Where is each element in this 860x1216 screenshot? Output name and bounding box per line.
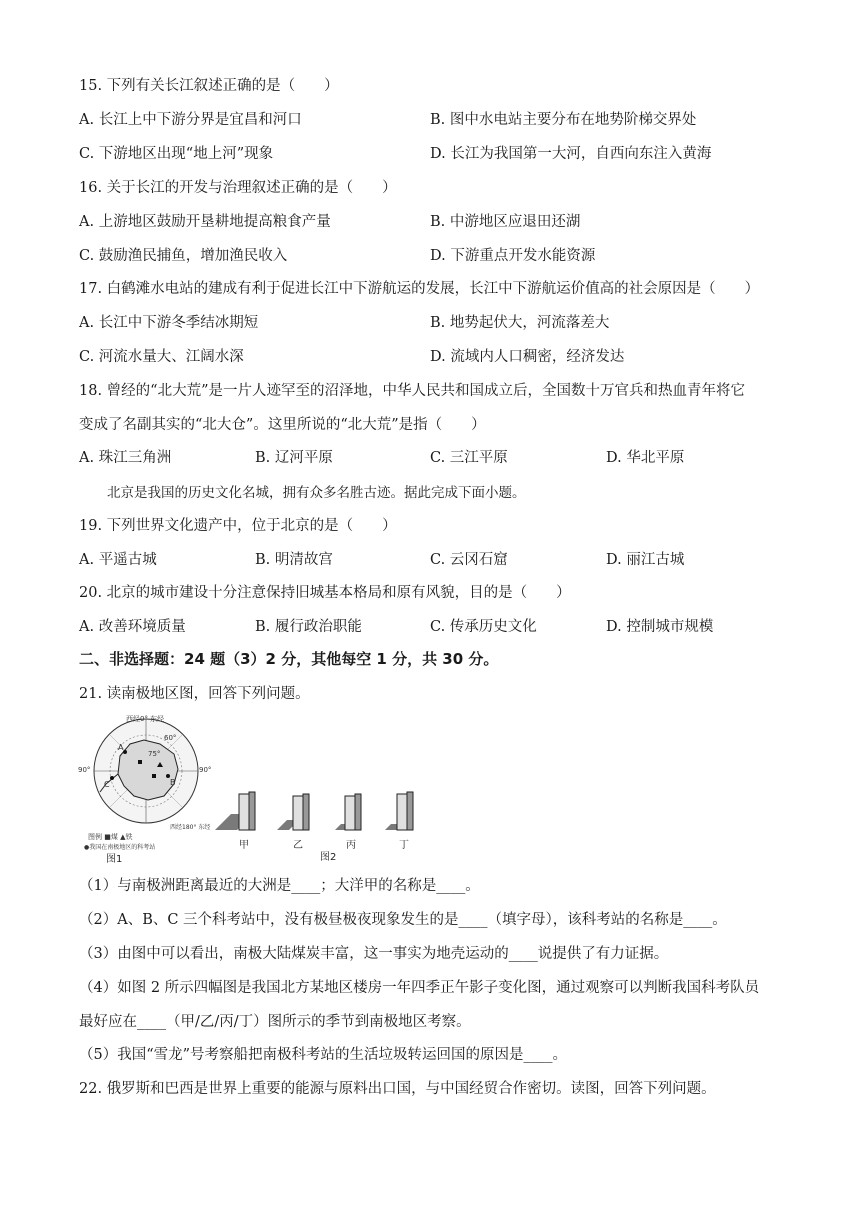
figure-2-caption: 图2 <box>320 852 337 863</box>
q21-part-4-line2: 最好应在____（甲/乙/丙/丁）图所示的季节到南极地区考察。 <box>79 1014 471 1030</box>
q21-part-2: （2）A、B、C 三个科考站中，没有极昼极夜现象发生的是____（填字母），该科考站的名称是____。 <box>79 912 727 928</box>
q15-option-d: D. 长江为我国第一大河，自西向东注入黄海 <box>430 146 712 162</box>
figure-1-caption: 图1 <box>106 854 123 865</box>
q18-stem-line1: 18. 曾经的“北大荒”是一片人迹罕至的沼泽地，中华人民共和国成立后，全国数十万官兵和热血青年将它 <box>79 383 745 399</box>
q18-option-d: D. 华北平原 <box>606 450 685 466</box>
q17-option-d: D. 流域内人口稠密，经济发达 <box>430 349 625 365</box>
section-2-heading: 二、非选择题：24 题（3）2 分，其他每空 1 分，共 30 分。 <box>79 650 499 668</box>
q16-option-c: C. 鼓励渔民捕鱼，增加渔民收入 <box>79 248 288 264</box>
q20-option-a: A. 改善环境质量 <box>79 619 186 635</box>
q15-option-c: C. 下游地区出现“地上河”现象 <box>79 146 274 162</box>
station-c-label: C <box>104 780 110 789</box>
q19-option-a: A. 平遥古城 <box>79 552 157 568</box>
building-yi <box>277 794 309 830</box>
q21-part-3: （3）由图中可以看出，南极大陆煤炭丰富，这一事实为地壳运动的____说提供了有力证据。 <box>79 946 669 962</box>
q19-option-c: C. 云冈石窟 <box>430 552 508 568</box>
q19-stem: 19. 下列世界文化遗产中，位于北京的是（ ） <box>79 518 397 534</box>
building-shadow-figure <box>205 788 435 863</box>
map-bottom-label: 西经180° 东经 <box>170 824 211 831</box>
q22-stem: 22. 俄罗斯和巴西是世界上重要的能源与原料出口国，与中国经贸合作密切。读图，回答下列问题。 <box>79 1081 716 1097</box>
q18-stem-line2: 变成了名副其实的“北大仓”。这里所说的“北大荒”是指（ ） <box>79 417 486 433</box>
q20-stem: 20. 北京的城市建设十分注意保持旧城基本格局和原有风貌，目的是（ ） <box>79 585 571 601</box>
map-lat60-label: 60° <box>164 734 177 742</box>
q16-option-d: D. 下游重点开发水能资源 <box>430 248 596 264</box>
q21-part-5: （5）我国“雪龙”号考察船把南极科考站的生活垃圾转运回国的原因是____。 <box>79 1047 568 1063</box>
q17-option-c: C. 河流水量大、江阔水深 <box>79 349 244 365</box>
building-bing <box>335 794 361 830</box>
shadow-label-yi: 乙 <box>293 840 303 851</box>
q16-option-b: B. 中游地区应退田还湖 <box>430 214 581 230</box>
q19-option-d: D. 丽江古城 <box>606 552 685 568</box>
map-legend-station: ●我国在南极地区的科考站 <box>84 844 156 851</box>
q16-option-a: A. 上游地区鼓励开垦耕地提高粮食产量 <box>79 214 331 230</box>
station-a-label: A <box>118 743 124 752</box>
q17-option-a: A. 长江中下游冬季结冰期短 <box>79 315 259 331</box>
q17-option-b: B. 地势起伏大，河流落差大 <box>430 315 610 331</box>
shadow-label-bing: 丙 <box>346 840 356 851</box>
map-left-label: 90° <box>78 766 91 774</box>
q20-option-d: D. 控制城市规模 <box>606 619 714 635</box>
q21-part-1: （1）与南极洲距离最近的大洲是____；大洋甲的名称是____。 <box>79 878 480 894</box>
antarctica-map-figure <box>78 714 218 865</box>
shadow-label-jia: 甲 <box>239 840 249 851</box>
map-top-label: 西经0° 东经 <box>126 715 165 723</box>
map-right-label: 90° <box>199 766 212 774</box>
building-jia <box>215 792 255 830</box>
q18-option-a: A. 珠江三角洲 <box>79 450 172 466</box>
q20-option-b: B. 履行政治职能 <box>255 619 362 635</box>
q19-option-b: B. 明清故宫 <box>255 552 333 568</box>
q17-stem: 17. 白鹤滩水电站的建成有利于促进长江中下游航运的发展，长江中下游航运价值高的社会原因是（ ） <box>79 281 760 297</box>
building-ding <box>385 792 413 830</box>
building-shadows-svg <box>205 788 435 836</box>
beijing-intro: 北京是我国的历史文化名城，拥有众多名胜古迹。据此完成下面小题。 <box>107 485 526 501</box>
q21-stem: 21. 读南极地区图，回答下列问题。 <box>79 686 310 702</box>
station-b-label: B <box>170 778 176 787</box>
q16-stem: 16. 关于长江的开发与治理叙述正确的是（ ） <box>79 180 397 196</box>
map-lat75-label: 75° <box>148 750 161 758</box>
q15-option-a: A. 长江上中下游分界是宜昌和河口 <box>79 112 302 128</box>
q18-option-c: C. 三江平原 <box>430 450 508 466</box>
q15-stem: 15. 下列有关长江叙述正确的是（ ） <box>79 78 339 94</box>
shadow-label-ding: 丁 <box>399 840 409 851</box>
q18-option-b: B. 辽河平原 <box>255 450 333 466</box>
q15-option-b: B. 图中水电站主要分布在地势阶梯交界处 <box>430 112 697 128</box>
map-legend: 图例 ■煤 ▲铁 <box>88 833 133 841</box>
q21-part-4-line1: （4）如图 2 所示四幅图是我国北方某地区楼房一年四季正午影子变化图，通过观察可以判断我国科考队员 <box>79 980 760 996</box>
q20-option-c: C. 传承历史文化 <box>430 619 537 635</box>
